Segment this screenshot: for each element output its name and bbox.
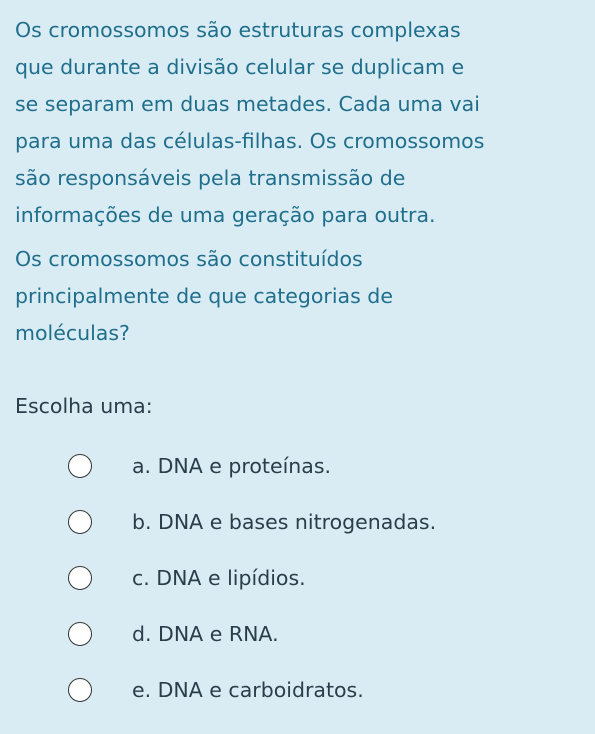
option-a[interactable] — [0, 446, 595, 486]
question-line: para uma das células-filhas. Os cromossomos — [15, 129, 485, 153]
question-text — [15, 12, 583, 234]
option-d[interactable] — [0, 614, 595, 654]
option-c[interactable] — [0, 558, 595, 598]
option-e-label[interactable]: e. DNA e carboidratos. — [132, 678, 364, 702]
question-line: que durante a divisão celular se duplicam e — [15, 55, 465, 79]
radio-button-b[interactable] — [68, 510, 92, 534]
option-a-label[interactable]: a. DNA e proteínas. — [132, 454, 332, 478]
option-b-label[interactable]: b. DNA e bases nitrogenadas. — [132, 510, 437, 534]
option-e[interactable] — [0, 670, 595, 710]
question-container — [15, 12, 583, 425]
radio-button-c[interactable] — [68, 566, 92, 590]
radio-button-d[interactable] — [68, 622, 92, 646]
question-prompt-line: Os cromossomos são constituídos — [15, 247, 363, 271]
question-line: Os cromossomos são estruturas complexas — [15, 18, 461, 42]
radio-button-e[interactable] — [68, 678, 92, 702]
radio-button-a[interactable] — [68, 454, 92, 478]
question-prompt-line: principalmente de que categorias de — [15, 284, 393, 308]
question-line: informações de uma geração para outra. — [15, 203, 436, 227]
question-prompt-line: moléculas? — [15, 321, 130, 345]
question-line: se separam em duas metades. Cada uma vai — [15, 92, 480, 116]
question-line: são responsáveis pela transmissão de — [15, 166, 406, 190]
answer-prompt: Escolha uma: — [15, 394, 153, 418]
option-b[interactable] — [0, 502, 595, 542]
option-c-label[interactable]: c. DNA e lipídios. — [132, 566, 306, 590]
option-d-label[interactable]: d. DNA e RNA. — [132, 622, 279, 646]
question-prompt — [15, 241, 583, 352]
